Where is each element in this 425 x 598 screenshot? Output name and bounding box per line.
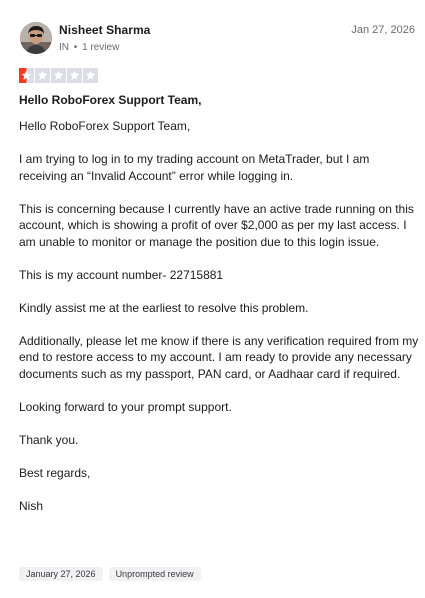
review-paragraph: Hello RoboForex Support Team, [19, 119, 191, 133]
review-type-tag[interactable]: Unprompted review [109, 567, 201, 581]
review-paragraph: This is concerning because I currently have an active trade running on this account, which is showing a profit of over $2,000 as per my last access. I am unable to monitor or manage the position due to this login issue. [19, 201, 414, 249]
review-paragraph: This is my account number- 22715881 [19, 267, 224, 282]
review-paragraph: I am trying to log in to my trading account on MetaTrader, but I am receiving an “Invalid Account” error while logging in. [19, 151, 370, 183]
reviewer-name[interactable]: Nisheet Sharma [59, 23, 151, 37]
review-title: Hello RoboForex Support Team, [19, 93, 202, 107]
review-tags [19, 567, 201, 581]
review-date: Jan 27, 2026 [351, 24, 415, 36]
review-paragraph: Nish [19, 498, 44, 513]
reviewer-info [59, 23, 150, 55]
review-header [20, 22, 415, 58]
star-icon [67, 68, 82, 83]
star-icon [19, 68, 34, 83]
reviewer-review-count: 1 review [82, 42, 120, 53]
avatar[interactable] [20, 22, 52, 54]
avatar-photo-icon [20, 22, 52, 54]
reviewer-country: IN [59, 42, 69, 53]
review-paragraph: Looking forward to your prompt support. [19, 399, 232, 414]
star-rating [19, 68, 98, 83]
review-paragraph: Kindly assist me at the earliest to resolve this problem. [19, 300, 309, 315]
reviewer-meta [59, 41, 150, 55]
meta-separator: • [73, 42, 78, 53]
star-icon [83, 68, 98, 83]
review-body [19, 118, 419, 531]
review-paragraph: Additionally, please let me know if there is any verification required from my end to restore access to my account. I am ready to provide any necessary documents such as my passport, PAN card, or Aadhaar card if required. [19, 333, 419, 381]
review-paragraph: Thank you. [19, 432, 79, 447]
experience-date-tag: January 27, 2026 [19, 567, 103, 581]
review-paragraph: Best regards, [19, 465, 91, 480]
star-icon [51, 68, 66, 83]
star-icon [35, 68, 50, 83]
